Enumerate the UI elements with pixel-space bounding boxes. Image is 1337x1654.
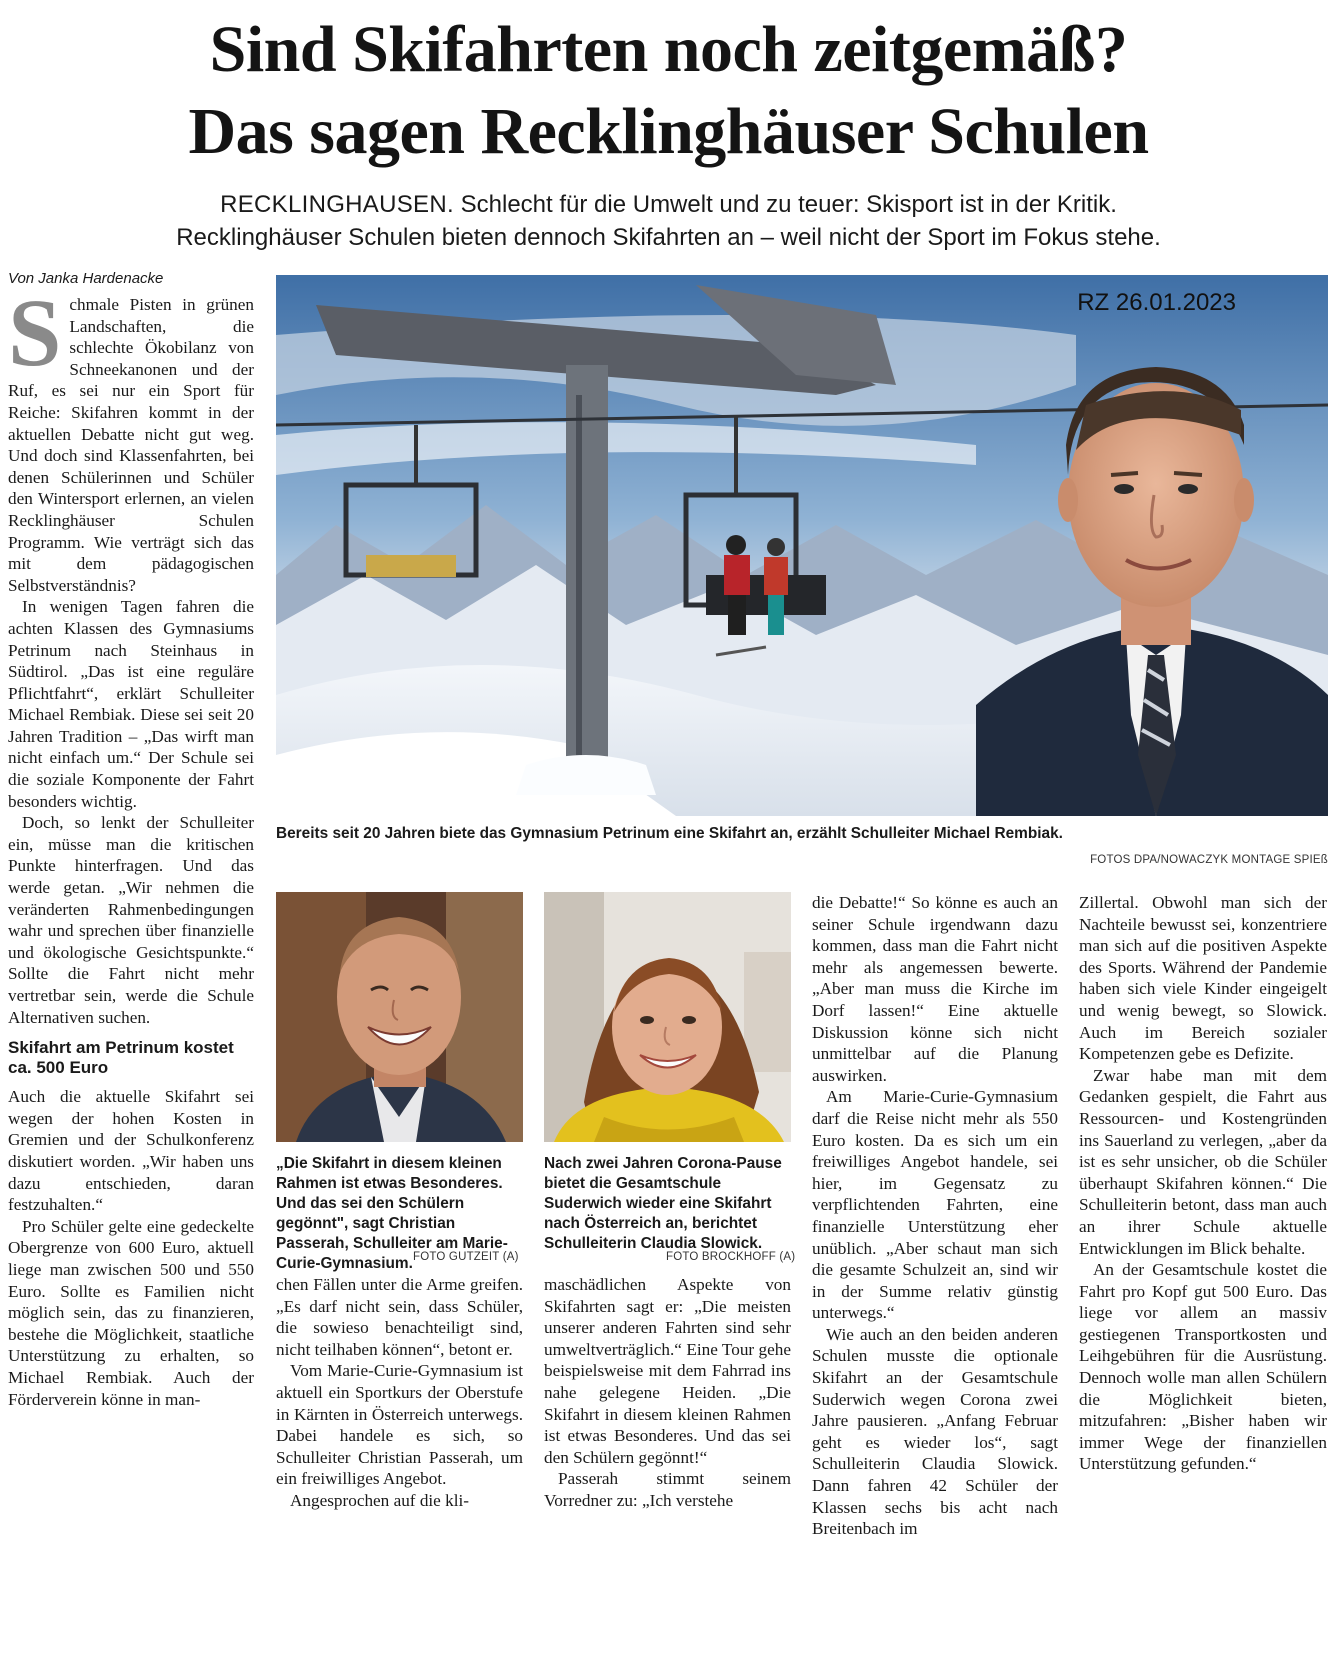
portrait2-caption: Nach zwei Jahren Corona-Pause bietet die Gesamtschule Suderwich wieder eine Skifahrt nach Österreich an, berichtet Schulleiterin Claudia Slowick. xyxy=(544,1155,782,1252)
main-photo-caption: Bereits seit 20 Jahren biete das Gymnasium Petrinum eine Skifahrt an, erzählt Schulleiter Michael Rembiak. xyxy=(276,825,1063,842)
byline: Von Janka Hardenacke xyxy=(8,270,164,287)
paragraph-intro xyxy=(8,279,254,596)
portrait2-credit: FOTO BROCKHOFF (A) xyxy=(666,1251,796,1263)
portrait1-credit: FOTO GUTZEIT (A) xyxy=(413,1251,519,1263)
paragraph: An der Gesamtschule kostet die Fahrt pro Kopf gut 500 Euro. Das liege vor allem an massiv gestiegenen Transportkosten und Leihgebühren für die Ausrüstung. Dennoch wolle man allen Schülern die Möglichkeit bieten, mitzufahren: „Bisher haben wir immer Wege der finanziellen Unterstützung gefunden.“ xyxy=(1079,1260,1327,1474)
date-stamp: RZ 26.01.2023 xyxy=(1077,289,1236,316)
portrait-woman-illustration xyxy=(544,892,791,1142)
paragraph: Auch die aktuelle Skifahrt sei wegen der hohen Kosten in Gremien und der Schulkonferenz diskutiert worden. „Wir haben uns dazu entschieden, daran festzuhalten.“ xyxy=(8,1087,254,1215)
paragraph-intro-text: chmale Pisten in grünen Landschaften, die schlechte Ökobilanz von Schneekanonen und der Ruf, es sei nur ein Sport für Reiche: Skifahren kommt in der aktuellen Debatte nicht gut weg. Und doch sind Klassenfahrten, bei denen Schülerinnen und Schüler den Wintersport erlernen, an vielen Recklinghäuser Schulen Programm. Wie verträgt sich das mit dem pädagogischen Selbstverständnis? xyxy=(8,295,254,595)
dek-line-1 xyxy=(0,188,1337,221)
portrait1-caption: „Die Skifahrt in diesem kleinen Rahmen ist etwas Besonderes. Und das sei den Schülern gegönnt", sagt Christian Passerah, Schulleiter am Marie-Curie-Gymnasium. xyxy=(276,1155,508,1272)
paragraph: Doch, so lenkt der Schulleiter ein, müsse man die kritischen Punkte hinterfragen. Und das werde getan. „Wir nehmen die veränderten Rahmenbedingungen wahr und sprechen über finanzielle und ökologische Gesichtspunkte.“ Sollte die Fahrt nicht mehr vertretbar sein, werde die Schule Alternativen suchen. xyxy=(8,813,254,1027)
headline-line-2: Das sagen Recklinghäuser Schulen xyxy=(188,95,1149,168)
text-column-3 xyxy=(544,1274,791,1512)
portrait-claudia-slowick xyxy=(544,892,791,1142)
paragraph: maschädlichen Aspekte von Skifahrten sagt er: „Die meisten unserer anderen Fahrten sind sehr umweltverträglich.“ Eine Tour gehe beispielsweise mit dem Fahrrad ins nahe gelegene Heiden. „Die Skifahrt in diesem kleinen Rahmen ist etwas Besonderes. Und das sei den Schülern gegönnt!“ xyxy=(544,1275,791,1467)
ski-lift-illustration xyxy=(276,275,1328,816)
portrait-man-illustration xyxy=(276,892,523,1142)
main-photo-credit: FOTOS DPA/NOWACZYK MONTAGE SPIEß xyxy=(1090,854,1328,866)
dek-dateline: RECKLINGHAUSEN. xyxy=(220,191,454,218)
paragraph: Vom Marie-Curie-Gymnasium ist aktuell ein Sportkurs der Oberstufe in Kärnten in Österreich unterwegs. Dabei handele es sich, so Schulleiter Christian Passerah, um ein freiwilliges Angebot. xyxy=(276,1361,523,1489)
subheading: Skifahrt am Petrinum kostet ca. 500 Euro xyxy=(8,1038,234,1078)
paragraph: chen Fällen unter die Arme greifen. „Es darf nicht sein, dass Schüler, die sowieso benachteiligt sind, nicht teilhaben können“, betont er. xyxy=(276,1275,523,1359)
paragraph: Passerah stimmt seinem Vorredner zu: „Ich verstehe xyxy=(544,1469,791,1510)
text-column-1 xyxy=(8,279,254,1410)
paragraph: Zwar habe man mit dem Gedanken gespielt, die Fahrt aus Ressourcen- und Kostengründen ins Sauerland zu verlegen, „aber da ist es sehr unsicher, ob die Schüler überhaupt Skifahren können.“ Die Schulleiterin betont, dass man auch an ihrer Schule aktuelle Entwicklungen im Blick behalte. xyxy=(1079,1065,1327,1258)
paragraph: In wenigen Tagen fahren die achten Klassen des Gymnasiums Petrinum nach Steinhaus in Südtirol. „Das ist eine reguläre Pflichtfahrt“, erklärt Schulleiter Michael Rembiak. Diese sei seit 20 Jahren Tradition – „Das wirft man nicht einfach um.“ Der Schule sei die soziale Komponente der Fahrt besonders wichtig. xyxy=(8,597,254,811)
paragraph: Am Marie-Curie-Gymnasium darf die Reise nicht mehr als 550 Euro kosten. Da es sich um ein freiwilliges Angebot handele, sei hier, im Gegensatz zu verpflichtenden Fahrten, eine finanzielle Unterstützung eher unüblich. „Aber schaut man sich die gesamte Schulzeit an, sind wir in der Summe relativ günstig unterwegs.“ xyxy=(812,1087,1058,1323)
paragraph: Angesprochen auf die kli- xyxy=(290,1490,469,1510)
paragraph: Wie auch an den beiden anderen Schulen musste die optionale Skifahrt an der Gesamtschule Suderwich wegen Corona zwei Jahre pausieren. „Anfang Februar geht es wieder los“, sagt Schulleiterin Claudia Slowick. Dann fahren 42 Schüler der Klassen sechs bis acht nach Breitenbach im xyxy=(812,1324,1058,1539)
portrait-christian-passerah xyxy=(276,892,523,1142)
paragraph: Zillertal. Obwohl man sich der Nachteile bewusst sei, konzentriere man sich auf die positiven Aspekte des Sports. Während der Pandemie haben sich viele Kinder eingeigelt und wenig bewegt, so Slowick. Auch im Bereich sozialer Kompetenzen gebe es Defizite. xyxy=(1079,893,1327,1064)
paragraph: Pro Schüler gelte eine gedeckelte Obergrenze von 600 Euro, aktuell liege man zwischen 500 und 550 Euro. Sollte es Familien nicht möglich sein, das zu finanzieren, bestehe die Möglichkeit, staatliche Unterstützung zu erhalten, so Michael Rembiak. Auch der Förderverein könne in man- xyxy=(8,1216,254,1409)
headline-line-1: Sind Skifahrten noch zeitgemäß? xyxy=(209,13,1128,86)
text-column-4 xyxy=(812,892,1058,1540)
text-column-5 xyxy=(1079,892,1327,1475)
text-column-2 xyxy=(276,1274,523,1512)
dek-line-1-text: Schlecht für die Umwelt und zu teuer: Skisport ist in der Kritik. xyxy=(460,191,1117,218)
main-photo-ski-lift-montage xyxy=(276,275,1328,816)
drop-cap: S xyxy=(8,279,62,386)
dek-line-2: Recklinghäuser Schulen bieten dennoch Skifahrten an – weil nicht der Sport im Fokus stehe. xyxy=(176,224,1161,251)
paragraph: die Debatte!“ So könne es auch an seiner Schule irgendwann dazu kommen, dass man die Fahrt nicht mehr als angemessen bewerte. „Aber man muss die Kirche im Dorf lassen!“ Eine aktuelle Diskussion könne sich nicht unmittelbar auf die Planung auswirken. xyxy=(812,893,1058,1085)
